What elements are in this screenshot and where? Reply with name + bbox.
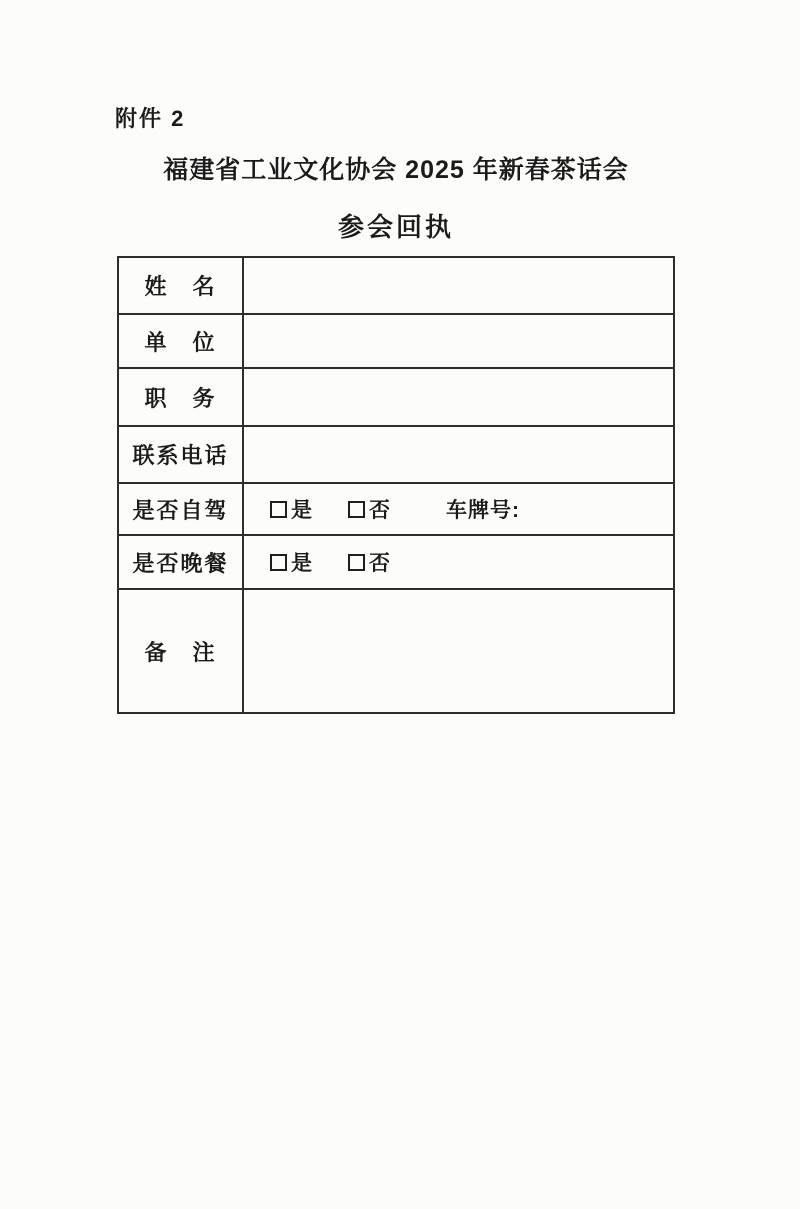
self-drive-yes-option[interactable]	[270, 494, 312, 524]
checkbox-unchecked-icon[interactable]	[348, 554, 365, 571]
table-row-phone	[119, 425, 673, 482]
self-drive-yes-label: 是	[291, 499, 312, 522]
row-label-remarks: 备 注	[119, 590, 244, 712]
self-drive-no-label: 否	[369, 499, 390, 522]
dinner-yes-label: 是	[291, 552, 312, 575]
table-row-dinner	[119, 534, 673, 588]
document-title: 福建省工业文化协会 2025 年新春茶话会	[163, 156, 629, 184]
reply-form-table	[117, 256, 675, 714]
row-label-position: 职 务	[119, 369, 244, 425]
position-input-cell[interactable]	[244, 369, 673, 425]
attachment-label: 附件 2	[115, 106, 186, 131]
dinner-no-label: 否	[369, 552, 390, 575]
row-label-phone: 联系电话	[119, 427, 244, 482]
plate-number-label: 车牌号:	[446, 499, 520, 522]
row-label-self-drive: 是否自驾	[119, 484, 244, 534]
self-drive-no-option[interactable]	[348, 494, 390, 524]
plate-number-input-area[interactable]	[520, 484, 673, 534]
name-input-cell[interactable]	[244, 258, 673, 313]
checkbox-unchecked-icon[interactable]	[270, 501, 287, 518]
dinner-no-option[interactable]	[348, 547, 390, 577]
dinner-yes-option[interactable]	[270, 547, 312, 577]
checkbox-unchecked-icon[interactable]	[348, 501, 365, 518]
row-label-organization: 单 位	[119, 315, 244, 367]
document-subtitle: 参会回执	[337, 212, 454, 242]
table-row-self-drive	[119, 482, 673, 534]
remarks-input-cell[interactable]	[244, 590, 673, 712]
phone-input-cell[interactable]	[244, 427, 673, 482]
table-row-remarks	[119, 588, 673, 712]
checkbox-unchecked-icon[interactable]	[270, 554, 287, 571]
table-row-position	[119, 367, 673, 425]
row-label-name: 姓 名	[119, 258, 244, 313]
row-label-dinner: 是否晚餐	[119, 536, 244, 588]
self-drive-options-cell	[244, 484, 673, 534]
dinner-options-cell	[244, 536, 673, 588]
organization-input-cell[interactable]	[244, 315, 673, 367]
table-row-organization	[119, 313, 673, 367]
table-row-name	[119, 258, 673, 313]
